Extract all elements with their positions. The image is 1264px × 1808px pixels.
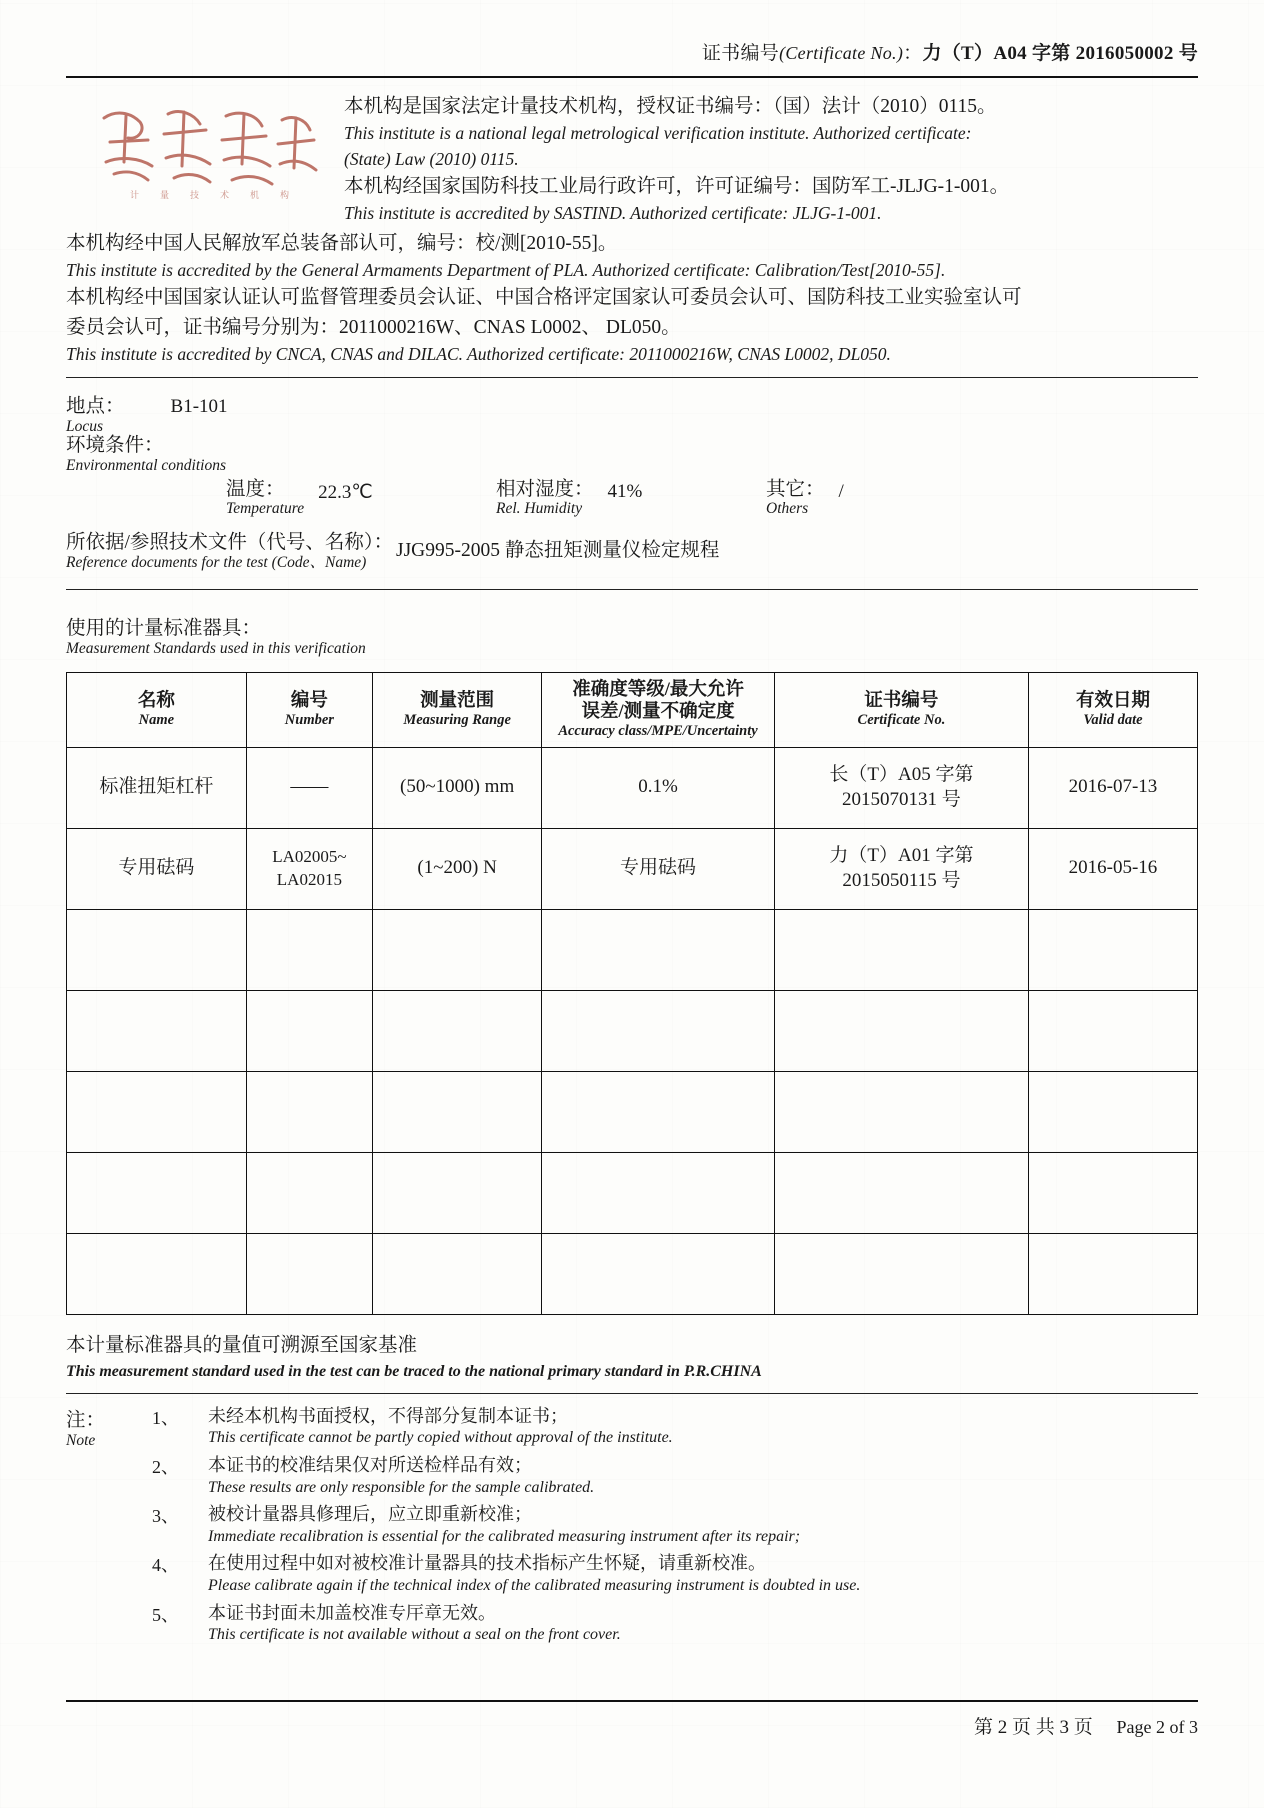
accreditation-line-2-en: This institute is accredited by SASTIND. Authorized certificate: JLJG-1-001. (344, 203, 882, 224)
note-body (208, 1453, 594, 1498)
table-row (67, 1152, 1198, 1233)
reference-documents-row (66, 518, 1198, 571)
others-item (766, 479, 844, 518)
svg-text:量: 量 (160, 190, 170, 201)
note-text-cn: 本证书封面未加盖校准专厈章无效。 (208, 1602, 496, 1623)
cell-accuracy: 0.1% (542, 747, 775, 828)
accreditation-full-lines (66, 229, 1198, 368)
standards-table (66, 672, 1198, 1315)
cell-number (246, 1233, 372, 1314)
note-text-en: Please calibrate again if the technical index of the calibrated measuring instrument is doubted in use. (208, 1576, 861, 1594)
note-text-en: Immediate recalibration is essential for the calibrated measuring instrument after its repair; (208, 1527, 801, 1545)
cell-valid-date (1028, 1152, 1197, 1233)
note-index: 5、 (152, 1604, 179, 1625)
cell-name: 专用砝码 (67, 828, 247, 909)
certificate-number-value: 力（T）A04 字第 2016050002 号 (922, 43, 1198, 64)
cell-name (67, 909, 247, 990)
notes-list (152, 1404, 1198, 1649)
temperature-value: 22.3℃ (318, 481, 373, 503)
column-header-range (373, 672, 542, 747)
list-item (152, 1453, 1198, 1502)
cell-valid-date: 2016-07-13 (1028, 747, 1197, 828)
list-item (152, 1601, 1198, 1650)
locus-label-en: Locus (66, 418, 104, 436)
cell-name (67, 1071, 247, 1152)
svg-text:技: 技 (190, 190, 200, 201)
cell-certificate (774, 828, 1028, 909)
table-row (67, 828, 1198, 909)
note-index: 3、 (152, 1506, 179, 1527)
cell-certificate-line2: 2015050115 号 (842, 869, 961, 891)
column-header-accuracy-cn2: 误差/测量不确定度 (581, 702, 735, 723)
note-text-en: These results are only responsible for the sample calibrated. (208, 1478, 595, 1496)
accreditation-line-1-en: (State) Law (2010) 0115. (344, 148, 519, 169)
note-text-cn: 被校计量器具修理后，应立即重新校准； (208, 1504, 532, 1525)
page-content (66, 0, 1198, 1650)
list-item (152, 1502, 1198, 1551)
page-number (66, 1702, 1198, 1739)
note-text-cn: 本证书的校准结果仅对所送检样品有效； (208, 1455, 532, 1476)
note-body (208, 1551, 860, 1596)
notes-label (66, 1404, 152, 1450)
cell-name (67, 1233, 247, 1314)
humidity-label-cn: 相对湿度： (496, 478, 594, 500)
reference-documents-label (66, 532, 396, 571)
cell-number (246, 990, 372, 1071)
column-header-valid-date (1028, 672, 1197, 747)
page-footer (66, 1690, 1198, 1739)
accreditation-line-0-cn: 本机构是国家法定计量技术机构，授权证书编号：（国）法计（2010）0115。 (344, 96, 997, 118)
temperature-label-en: Temperature (226, 500, 305, 518)
cell-range (373, 909, 542, 990)
column-header-valid-date-en: Valid date (1083, 712, 1143, 729)
accreditation-full-1-cn2: 委员会认可，证书编号分别为：2011000216W、CNAS L0002、 DL050。 (66, 316, 681, 338)
note-body (208, 1502, 800, 1547)
cell-name (67, 1152, 247, 1233)
cell-range: (50~1000) mm (373, 747, 542, 828)
cell-number-line1: LA02005~ (272, 846, 347, 866)
cell-valid-date: 2016-05-16 (1028, 828, 1197, 909)
others-label-cn: 其它： (766, 478, 825, 500)
cell-certificate (774, 747, 1028, 828)
certificate-number-label-cn: 证书编号 (701, 43, 780, 64)
cell-accuracy (542, 909, 775, 990)
cell-valid-date (1028, 1233, 1197, 1314)
cell-number: —— (246, 747, 372, 828)
reference-documents-label-cn: 所依据/参照技术文件（代号、名称）： (66, 531, 394, 553)
temperature-label-cn: 温度： (226, 478, 285, 500)
note-text-en: This certificate is not available without a seal on the front cover. (208, 1625, 621, 1643)
environment-label-cn: 环境条件： (66, 435, 164, 457)
locus-label (66, 396, 125, 435)
accreditation-line-0-en: This institute is a national legal metrological verification institute. Authorized certificate: (344, 123, 972, 144)
column-header-accuracy-cn1: 准确度等级/最大允许 (572, 679, 744, 700)
note-body (208, 1404, 673, 1449)
column-header-range-en: Measuring Range (403, 712, 511, 729)
temperature-label (226, 479, 304, 518)
list-item (152, 1551, 1198, 1600)
locus-value: B1-101 (170, 396, 228, 418)
cell-range (373, 1071, 542, 1152)
cell-accuracy: 专用砝码 (542, 828, 775, 909)
svg-text:计: 计 (130, 190, 140, 201)
cell-range: (1~200) N (373, 828, 542, 909)
cell-valid-date (1028, 909, 1197, 990)
column-header-certificate-en: Certificate No. (857, 712, 946, 729)
column-header-name (67, 672, 247, 747)
certificate-number-label-en: (Certificate No.) (779, 43, 904, 63)
column-header-certificate (774, 672, 1028, 747)
notes-block (66, 1394, 1198, 1649)
cell-range (373, 1152, 542, 1233)
environment-values-row (66, 475, 1198, 518)
cell-number (246, 909, 372, 990)
others-label (766, 479, 825, 518)
svg-text:机: 机 (250, 190, 260, 201)
locus-label-cn: 地点： (66, 396, 125, 418)
humidity-value: 41% (607, 480, 643, 502)
cell-certificate (774, 1071, 1028, 1152)
svg-text:构: 构 (280, 190, 290, 201)
note-index: 2、 (152, 1457, 179, 1478)
certificate-number-line (66, 0, 1198, 66)
cell-accuracy (542, 1233, 775, 1314)
accreditation-full-0-en: This institute is accredited by the General Armaments Department of PLA. Authorized certificate: Calibration/Test[2010-55]. (66, 259, 946, 280)
accreditation-top-lines (344, 92, 1198, 227)
table-row (67, 747, 1198, 828)
column-header-number-en: Number (284, 712, 334, 729)
column-header-name-cn: 名称 (137, 691, 175, 712)
cell-range (373, 1233, 542, 1314)
note-text-cn: 在使用过程中如对被校准计量器具的技术指标产生怀疑，请重新校准。 (208, 1553, 766, 1574)
list-item (152, 1404, 1198, 1453)
cell-certificate (774, 1233, 1028, 1314)
cell-number (246, 1152, 372, 1233)
table-row (67, 1233, 1198, 1314)
locus-row (66, 388, 1198, 435)
cell-number-line2: LA02015 (276, 869, 342, 889)
humidity-label (496, 479, 594, 518)
note-text-en: This certificate cannot be partly copied without approval of the institute. (208, 1429, 673, 1447)
page-number-cn: 第 2 页 共 3 页 (974, 1717, 1093, 1738)
note-index: 4、 (152, 1555, 179, 1576)
table-row (67, 909, 1198, 990)
environment-label-en: Environmental conditions (66, 457, 227, 475)
note-index: 1、 (152, 1408, 179, 1429)
column-header-certificate-cn: 证书编号 (864, 691, 939, 712)
reference-documents-label-en: Reference documents for the test (Code、Name) (66, 553, 367, 571)
reference-documents-value: JJG995-2005 静态扭矩测量仪检定规程 (396, 539, 720, 561)
accreditation-full-0-cn: 本机构经中国人民解放军总装备部认可，编号：校/测[2010-55]。 (66, 232, 618, 254)
cell-accuracy (542, 1152, 775, 1233)
notes-label-cn: 注： (66, 1410, 106, 1432)
standards-title (66, 590, 1198, 658)
svg-text:术: 术 (220, 190, 230, 201)
certificate-number-separator: ： (903, 43, 923, 64)
standards-title-cn: 使用的计量标准器具： (66, 617, 262, 639)
cell-accuracy (542, 1071, 775, 1152)
cell-certificate-line2: 2015070131 号 (842, 788, 961, 810)
column-header-valid-date-cn: 有效日期 (1075, 691, 1150, 712)
table-row (67, 990, 1198, 1071)
humidity-label-en: Rel. Humidity (496, 500, 583, 518)
environment-label (66, 435, 1198, 474)
cell-number (246, 1071, 372, 1152)
cell-valid-date (1028, 1071, 1197, 1152)
page-number-en: Page 2 of 3 (1116, 1717, 1198, 1737)
column-header-accuracy-en: Accuracy class/MPE/Uncertainty (558, 723, 758, 740)
cell-certificate (774, 1152, 1028, 1233)
cell-certificate-line1: 力（T）A01 字第 (829, 845, 974, 867)
notes-label-en: Note (66, 1432, 96, 1450)
column-header-number-cn: 编号 (290, 691, 328, 712)
cell-range (373, 990, 542, 1071)
cell-accuracy (542, 990, 775, 1071)
traceability-en: This measurement standard used in the test can be traced to the national primary standard in P.R.CHINA (66, 1362, 762, 1380)
cell-name: 标准扭矩杠杆 (67, 747, 247, 828)
column-header-accuracy (542, 672, 775, 747)
others-value: / (838, 480, 844, 502)
cell-valid-date (1028, 990, 1197, 1071)
note-text-cn: 未经本机构书面授权，不得部分复制本证书； (208, 1406, 568, 1427)
traceability-cn: 本计量标准器具的量值可溯源至国家基准 (66, 1334, 418, 1356)
table-row (67, 1071, 1198, 1152)
locus-environment-block (66, 378, 1198, 571)
cell-certificate-line1: 长（T）A05 字第 (829, 764, 974, 786)
humidity-item (496, 479, 766, 518)
cell-certificate (774, 990, 1028, 1071)
accreditation-full-1-cn: 本机构经中国国家认证认可监督管理委员会认证、中国合格评定国家认可委员会认可、国防科技工业实验室认可 (66, 287, 1022, 309)
accreditation-block (66, 78, 1198, 367)
traceability-statement (66, 1315, 1198, 1383)
cell-number (246, 828, 372, 909)
column-header-number (246, 672, 372, 747)
temperature-item (226, 479, 496, 518)
others-label-en: Others (766, 500, 809, 518)
column-header-name-en: Name (138, 712, 175, 729)
red-official-seal (90, 100, 320, 205)
cell-certificate (774, 909, 1028, 990)
accreditation-full-1-en: This institute is accredited by CNCA, CNAS and DILAC. Authorized certificate: 2011000216W, CNAS L0002, DL050. (66, 343, 891, 364)
column-header-range-cn: 测量范围 (420, 691, 495, 712)
standards-table-header-row (67, 672, 1198, 747)
cell-name (67, 990, 247, 1071)
note-body (208, 1601, 621, 1646)
standards-title-en: Measurement Standards used in this verification (66, 639, 366, 657)
accreditation-line-2-cn: 本机构经国家国防科技工业局行政许可，许可证编号：国防军工-JLJG-1-001。 (344, 176, 1010, 198)
